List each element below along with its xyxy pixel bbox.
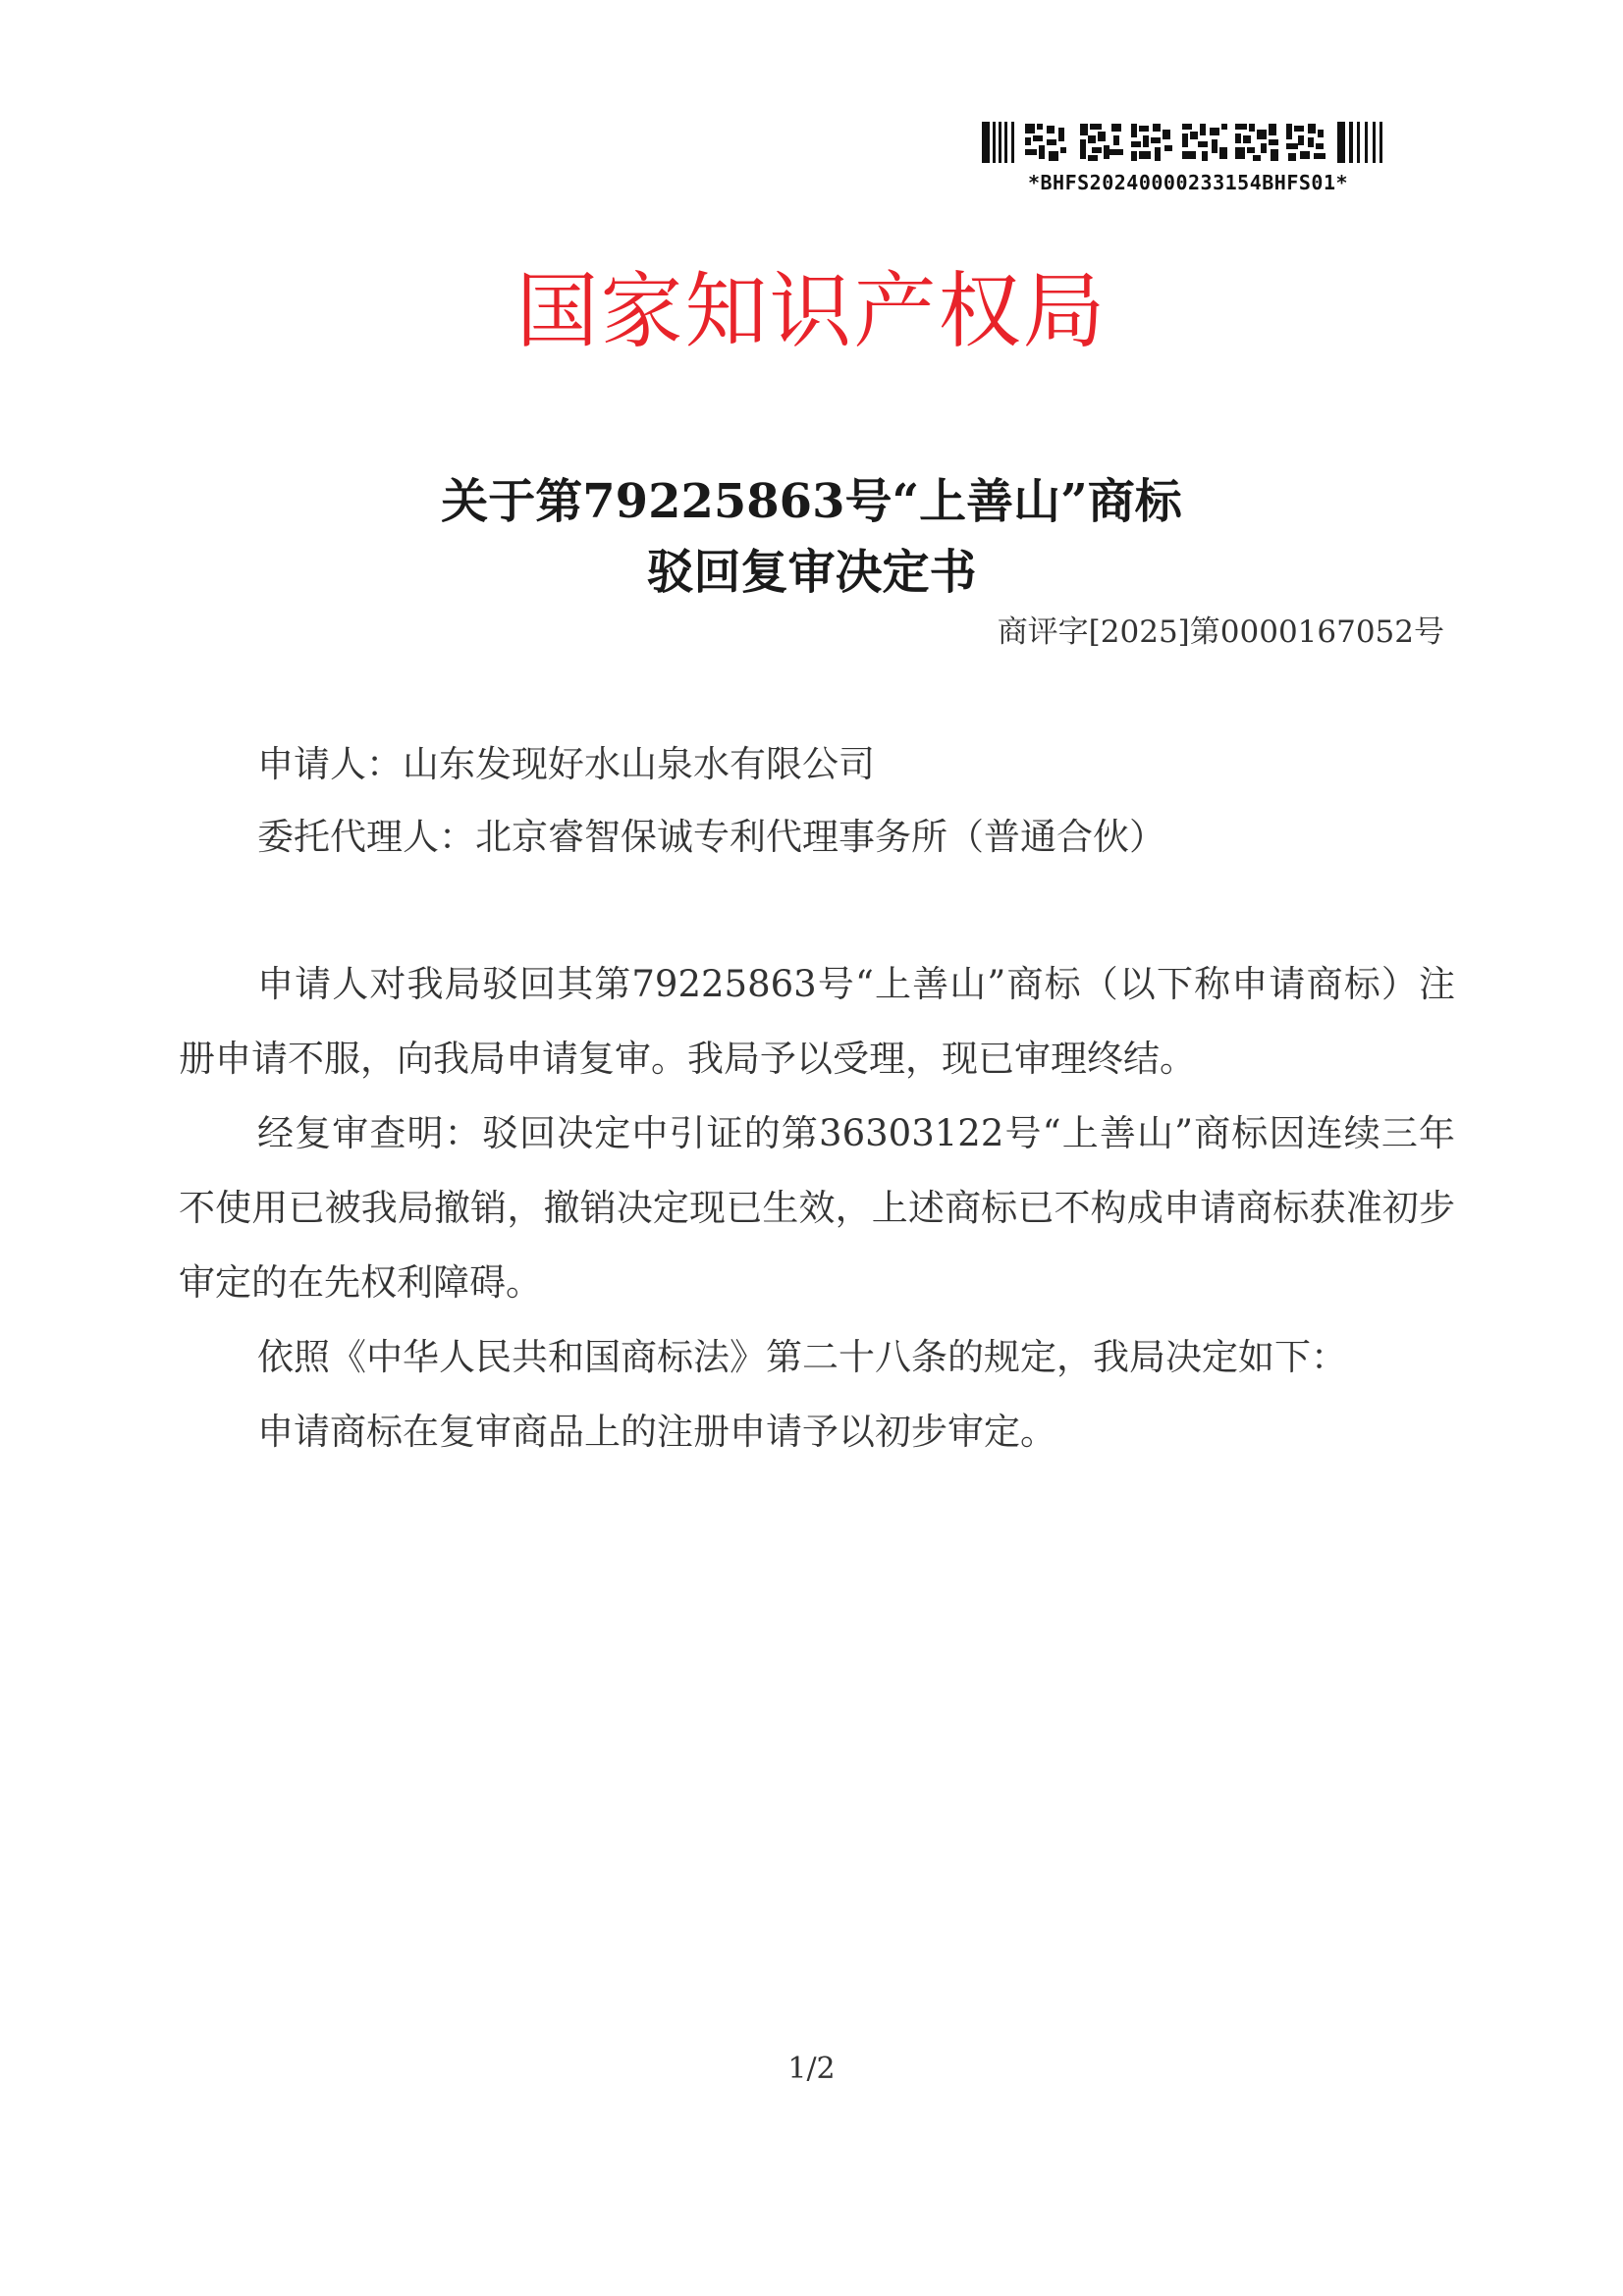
barcode-code: *BHFS20240000233154BHFS01* xyxy=(1027,171,1349,194)
paragraph-text: 申请商标在复审商品上的注册申请予以初步审定。 xyxy=(257,1411,1056,1453)
paragraph-text: 申请人对我局驳回其第79225863号“上善山”商标（以下称申请商标）注册申请不服，向我局申请复审。我局予以受理，现已审理终结。 xyxy=(179,963,1455,1080)
body-paragraph-1 xyxy=(179,947,1455,1096)
paragraph-text: 依照《中华人民共和国商标法》第二十八条的规定，我局决定如下： xyxy=(257,1336,1347,1378)
agency-name: 国家知识产权局 xyxy=(515,263,1108,359)
body-paragraph-2 xyxy=(179,1096,1455,1320)
barcode xyxy=(982,118,1394,196)
document-title-line-1: 关于第79225863号“上善山”商标 xyxy=(441,474,1182,529)
applicant: 申请人：山东发现好水山泉水有限公司 xyxy=(257,743,875,785)
body-paragraph-4 xyxy=(179,1395,1455,1469)
body-paragraph-3 xyxy=(179,1320,1455,1395)
barcode-image xyxy=(982,118,1394,167)
document-title-line-2: 驳回复审决定书 xyxy=(646,545,977,600)
agent: 委托代理人：北京睿智保诚专利代理事务所（普通合伙） xyxy=(257,816,1165,858)
paragraph-text: 经复审查明：驳回决定中引证的第36303122号“上善山”商标因连续三年不使用已被我局撤销，撤销决定现已生效，上述商标已不构成申请商标获准初步审定的在先权利障碍。 xyxy=(179,1112,1455,1304)
page-number: 1/2 xyxy=(787,2052,836,2086)
reference-number: 商评字[2025]第0000167052号 xyxy=(997,614,1444,650)
